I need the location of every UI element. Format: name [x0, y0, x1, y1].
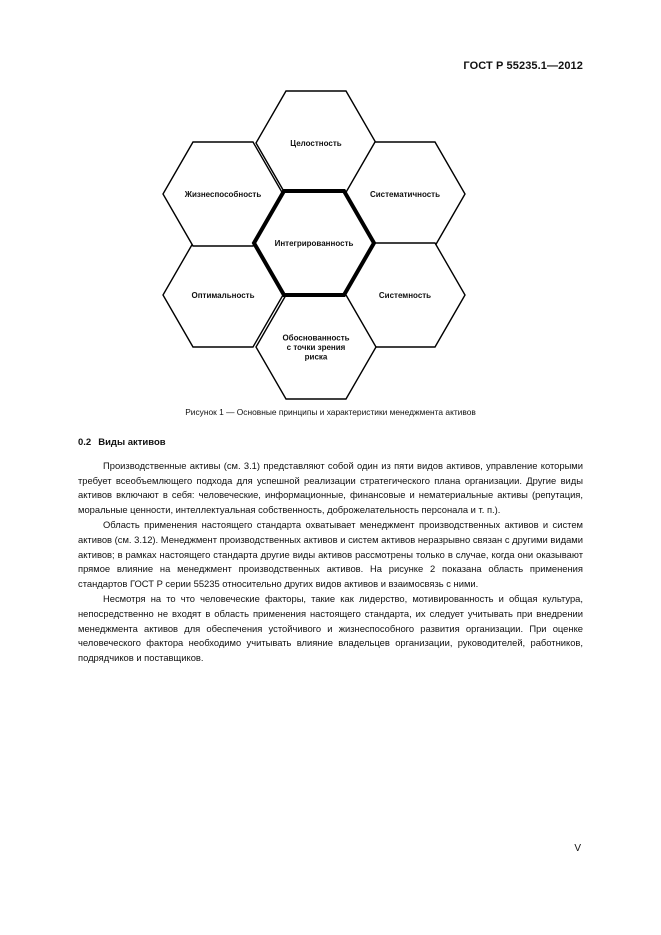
hexagon-label-top: Целостность	[290, 139, 342, 148]
paragraph: Область применения настоящего стандарта охватывает менеджмент производственных активов и систем активов (см. 3.12). Менеджмент производственных активов и систем активов неразрывно связан с другими видами активов; в рамках настоящего стандарта другие виды активов рассмотрены только в случае, когда они оказывают прямое влияние на менеджмент производственных активов. На рисунке 2 показана область применения стандартов ГОСТ Р серии 55235 относительно других видов активов и взаимосвязь с ними.	[78, 519, 583, 590]
page-number: V	[574, 843, 581, 854]
paragraph: Производственные активы (см. 3.1) представляют собой один из пяти видов активов, управление которыми требует всеобъемлющего подхода для успешной реализации стратегического плана организации. Другие виды активов включают в себя: человеческие, информационные, финансовые и нематериальные активы (репутация, моральные ценности, интеллектуальная собственность, доброжелательность персонала и т. п.).	[78, 460, 583, 516]
section-heading	[78, 437, 166, 448]
hexagon-label-bottom-left: Оптимальность	[191, 291, 255, 300]
section-number: 0.2	[78, 437, 92, 448]
asset-principles-diagram	[0, 0, 661, 400]
hexagon-label-bottom: Обоснованность	[282, 333, 350, 343]
hexagon-label-bottom-right: Системность	[378, 291, 432, 300]
hexagon-label-center: Интегрированность	[274, 239, 354, 248]
hexagon-label-top-right: Систематичность	[369, 190, 441, 199]
paragraph: Несмотря на то что человеческие факторы, такие как лидерство, мотивированность и общая культура, непосредственно не входят в область применения настоящего стандарта, их следует учитывать при внедрении менеджмента активов для обеспечения устойчивого и жизнеспособного развития организации. При оценке человеческого фактора необходимо учитывать влияние владельцев организации, руководителей, работников, подрядчиков и поставщиков.	[78, 593, 583, 664]
section-body	[78, 459, 583, 666]
document-header: ГОСТ Р 55235.1—2012	[463, 60, 583, 72]
hexagon-label-top-left: Жизнеспособность	[184, 190, 262, 199]
figure-caption: Рисунок 1 — Основные принципы и характеристики менеджмента активов	[185, 407, 476, 417]
section-title-text: Виды активов	[98, 437, 166, 448]
hexagon-label-bottom: риска	[304, 352, 328, 362]
hexagon-label-bottom: с точки зрения	[286, 343, 346, 352]
